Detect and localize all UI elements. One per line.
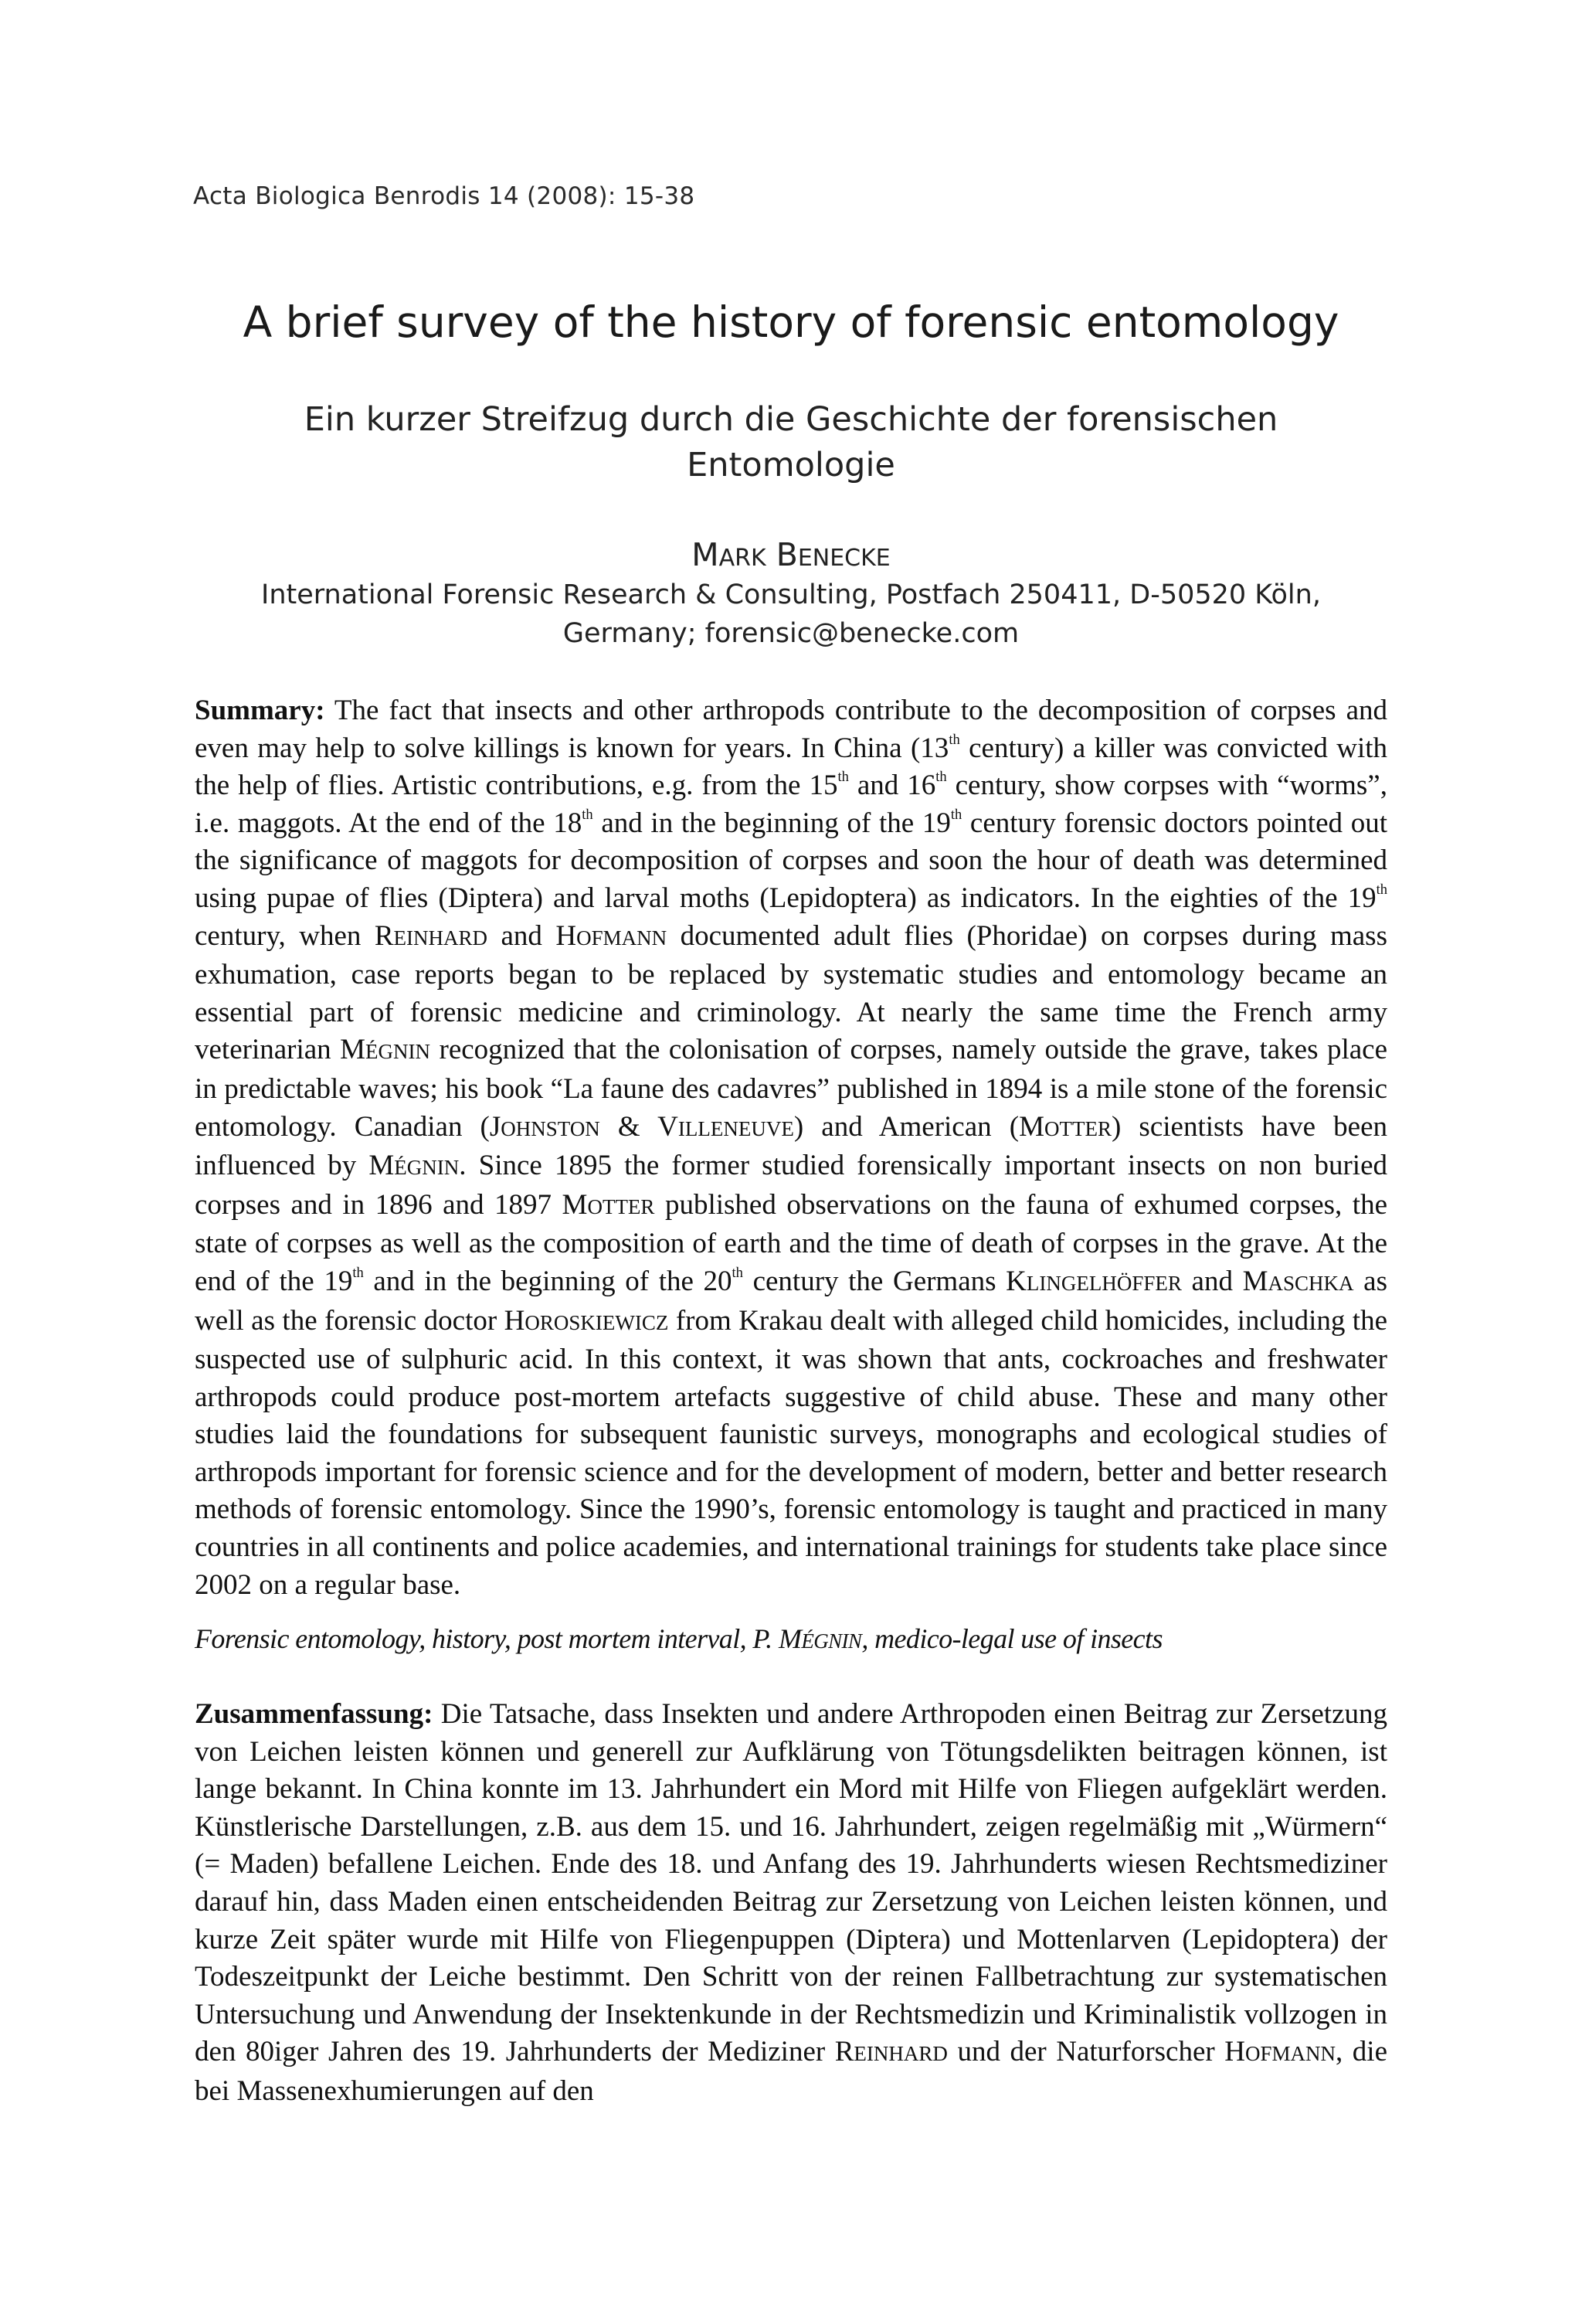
smallcaps-initial: M xyxy=(778,1623,802,1654)
affiliation-line-2: Germany; forensic@benecke.com xyxy=(562,618,1020,649)
author-first-initial: M xyxy=(691,536,719,573)
zusammenfassung-text: Die Tatsache, dass Insekten und andere Arthropoden einen Beitrag zur Zersetzung von Leichen leisten können und generell zur Aufklärung von Tötungsdelikten beitragen können, ist lange bekannt. In China konnte im 13. Jahrhundert ein Mord mit Hilfe von Fliegen aufgeklärt werden. Künstlerische Darstellungen, z.B. aus dem 15. und 16. Jahrhundert, zeigen regelmäßig mit „Würmern“ (= Maden) befallene Leichen. Ende des 18. und Anfang des 19. Jahrhunderts wiesen Rechtsmediziner darauf hin, dass Maden einen entscheidenden Beitrag zur Zersetzung von Leichen leisten können, und kurze Zeit später wurde mit Hilfe von Fliegenpuppen (Diptera) und Mottenlarven (Lepidoptera) der Todeszeitpunkt der Leiche bestimmt. Den Schritt von der reinen Fallbetrachtung zur systematischen Untersuchung und Anwendung der Insektenkunde in der Rechtsmedizin und Kriminalistik vollzogen in den 80iger Jahren des 19. Jahrhunderts der Mediziner xyxy=(195,1698,1387,2068)
smallcaps-initial: M xyxy=(1019,1110,1044,1143)
author-name xyxy=(193,536,1389,573)
summary-text: ) scientists have been influenced by xyxy=(195,1110,1387,1182)
affiliation-line-1: International Forensic Research & Consulting, Postfach 250411, D-50520 Köln, xyxy=(261,579,1321,610)
smallcaps-initial: K xyxy=(1006,1265,1027,1297)
summary-text: The fact that insects and other arthropods contribute to the decomposition of corpses and even may help to solve killings is known for years. In China (13 xyxy=(195,695,1387,764)
summary-text: recognized that the colonisation of corpses, namely outside the grave, takes place in predictable waves; his book “La faune des cadavres” published in 1894 is a mile stone of the forensic entomology. Canadian ( xyxy=(195,1034,1387,1143)
journal-citation: Acta Biologica Benrodis 14 (2008): 15-38 xyxy=(193,182,695,210)
author-affiliation xyxy=(193,576,1389,653)
summary-text: century forensic doctors pointed out the significance of maggots for decomposition of corpses and soon the hour of death was determined using pupae of flies (Diptera) and larval moths (Lepidoptera) as indicators. In the eighties of the 19 xyxy=(195,807,1387,914)
smallcaps-initial: M xyxy=(340,1034,366,1066)
subtitle-line-1: Ein kurzer Streifzug durch die Geschichte der forensischen xyxy=(304,400,1278,439)
smallcaps-rest: OFMANN xyxy=(1244,2042,1336,2066)
superscript-th: th xyxy=(950,807,962,823)
smallcaps-initial: M xyxy=(562,1188,588,1221)
smallcaps-rest: ILLENEUVE xyxy=(677,1116,794,1140)
summary-text: ) and American ( xyxy=(793,1110,1020,1143)
smallcaps-rest: ÉGNIN xyxy=(394,1156,460,1180)
summary-label: Summary: xyxy=(195,695,325,726)
author-last-rest: ENECKE xyxy=(797,545,891,572)
summary-text: published observations on the fauna of exhumed corpses, the state of corpses as well as the composition of earth and the time of death of corpses in the grave. At the end of the 19 xyxy=(195,1188,1388,1297)
smallcaps-rest: OROSKIEWICZ xyxy=(525,1310,669,1334)
summary-text: century) a killer was convicted with the help of flies. Artistic contributions, e.g. from the 15 xyxy=(195,732,1388,802)
german-summary xyxy=(195,1696,1387,2111)
smallcaps-initial: J xyxy=(489,1110,501,1143)
smallcaps-initial: M xyxy=(368,1150,395,1182)
smallcaps-rest: EINHARD xyxy=(854,2042,948,2066)
smallcaps-rest: OFMANN xyxy=(576,926,667,950)
summary-text: and in the beginning of the 19 xyxy=(592,807,951,839)
subtitle-line-2: Entomologie xyxy=(687,446,895,484)
summary-text: . Since 1895 the former studied forensically important insects on non buried corpses and in 1896 and 1897 xyxy=(195,1150,1388,1221)
superscript-th: th xyxy=(732,1265,743,1281)
smallcaps-rest: ÉGNIN xyxy=(365,1040,431,1064)
zusammenfassung-label: Zusammenfassung: xyxy=(195,1698,433,1730)
superscript-th: th xyxy=(1376,882,1387,898)
smallcaps-initial: R xyxy=(834,2036,854,2068)
article-subtitle xyxy=(193,397,1389,488)
summary-text: as well as the forensic doctor xyxy=(195,1265,1387,1337)
smallcaps-rest: ASCHKA xyxy=(1268,1271,1354,1295)
keywords xyxy=(195,1622,1387,1655)
smallcaps-initial: H xyxy=(1224,2036,1245,2068)
english-summary xyxy=(195,692,1387,1604)
smallcaps-initial: R xyxy=(374,919,394,952)
smallcaps-rest: LINGELHÖFFER xyxy=(1026,1271,1182,1295)
smallcaps-rest: OHNSTON xyxy=(501,1116,600,1140)
zusammenfassung-text: , die bei Massenexhumierungen auf den xyxy=(195,2036,1388,2107)
superscript-th: th xyxy=(935,770,947,786)
summary-text: from Krakau dealt with alleged child homicides, including the suspected use of sulphuric acid. In this context, it was shown that ants, cockroaches and freshwater arthropods could produce post-mortem artefacts suggestive of child abuse. These and many other studies laid the foundations for subsequent faunistic surveys, monographs and ecological studies of arthropods important for forensic science and for the development of modern, better and better research methods of forensic entomology. Since the 1990’s, forensic entomology is taught and practiced in many countries in all continents and police academies, and international trainings for students take place since 2002 on a regular base. xyxy=(195,1304,1387,1601)
author-last-initial: B xyxy=(776,536,798,573)
summary-text: century, when xyxy=(195,919,375,952)
keywords-text: Forensic entomology, history, post mortem interval, P. xyxy=(195,1623,779,1654)
smallcaps-rest: OTTER xyxy=(587,1194,655,1218)
summary-text: and xyxy=(1181,1265,1243,1297)
article-title: A brief survey of the history of forensic entomology xyxy=(243,297,1339,347)
smallcaps-rest: OTTER xyxy=(1044,1116,1112,1140)
summary-text: century, show corpses with “worms”, i.e. maggots. At the end of the 18 xyxy=(195,770,1387,839)
superscript-th: th xyxy=(352,1265,364,1281)
smallcaps-initial: H xyxy=(555,919,577,952)
smallcaps-initial: H xyxy=(504,1304,525,1337)
smallcaps-rest: ÉGNIN xyxy=(801,1629,862,1653)
summary-text: and 16 xyxy=(848,770,936,802)
keywords-text: , medico-legal use of insects xyxy=(861,1623,1163,1654)
smallcaps-initial: M xyxy=(1242,1265,1268,1297)
summary-text: & xyxy=(599,1110,658,1143)
smallcaps-rest: EINHARD xyxy=(393,926,488,950)
summary-text: century the Germans xyxy=(742,1265,1007,1297)
author-first-rest: ARK xyxy=(718,545,766,572)
summary-text: and xyxy=(487,919,556,952)
superscript-th: th xyxy=(837,770,849,786)
summary-text: documented adult flies (Phoridae) on corpses during mass exhumation, case reports began to be replaced by systematic studies and entomology became an essential part of forensic medicine and criminology. At nearly the same time the French army veterinarian xyxy=(195,919,1387,1066)
summary-text: and in the beginning of the 20 xyxy=(363,1265,732,1297)
smallcaps-initial: V xyxy=(657,1110,678,1143)
superscript-th: th xyxy=(582,807,593,823)
zusammenfassung-text: und der Naturforscher xyxy=(947,2036,1225,2068)
superscript-th: th xyxy=(949,732,960,748)
